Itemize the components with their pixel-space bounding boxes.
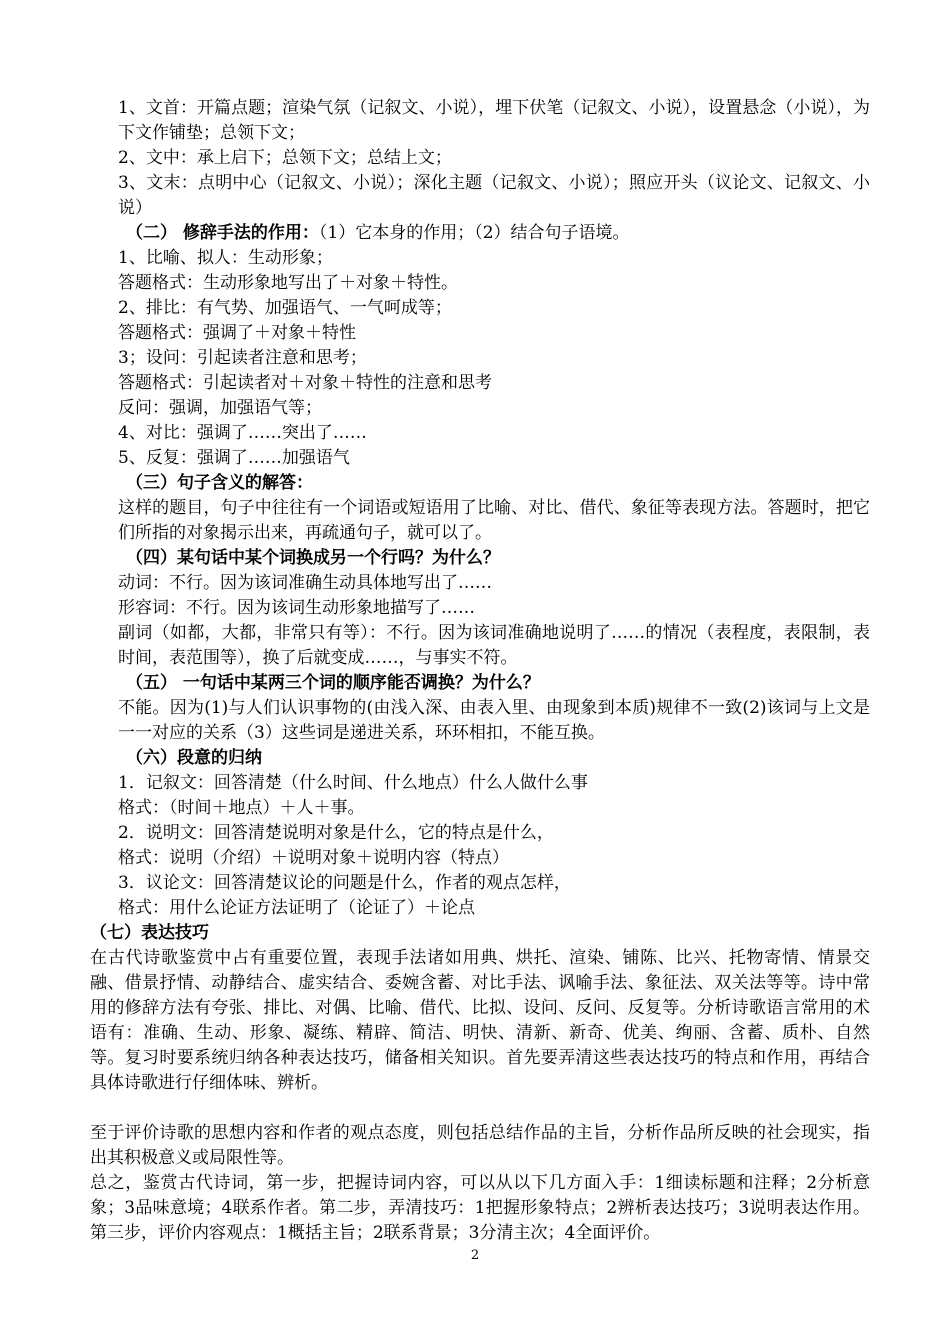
section-heading: （七）表达技巧 bbox=[90, 923, 209, 943]
section-word-replacement bbox=[90, 546, 870, 571]
paragraph: 副词（如都，大都，非常只有等）：不行。因为该词准确地说明了……的情况（表程度，表限制，表时间，表范围等），换了后就变成……，与事实不符。 bbox=[118, 623, 870, 668]
paragraph: 这样的题目，句子中往往有一个词语或短语用了比喻、对比、借代、象征等表现方法。答题时，把它们所指的对象揭示出来，再疏通句子，就可以了。 bbox=[118, 498, 870, 543]
list-item: 5、反复：强调了……加强语气 bbox=[118, 448, 350, 468]
list-item: 1．记叙文：回答清楚（什么时间、什么地点）什么人做什么事 bbox=[118, 773, 588, 793]
list-item: 1、比喻、拟人：生动形象； bbox=[118, 248, 333, 268]
blank-line bbox=[90, 1096, 870, 1121]
paragraph: 不能。因为(1)与人们认识事物的(由浅入深、由表入里、由现象到本质)规律不一致(2)该词与上文是一一对应的关系（3）这些词是递进关系，环环相扣，不能互换。 bbox=[118, 698, 870, 743]
list-item: 4、对比：强调了……突出了…… bbox=[118, 423, 367, 443]
paragraph: 至于评价诗歌的思想内容和作者的观点态度，则包括总结作品的主旨，分析作品所反映的社会现实，指出其积极意义或局限性等。 bbox=[90, 1123, 870, 1168]
page-number: 2 bbox=[470, 1248, 480, 1263]
list-item: 2、排比：有气势、加强语气、一气呵成等； bbox=[118, 298, 452, 318]
list-item: 2．说明文：回答清楚说明对象是什么，它的特点是什么， bbox=[118, 823, 554, 843]
paragraph-ending: 3、文末：点明中心（记叙文、小说）；深化主题（记叙文、小说）；照应开头（议论文、记叙文、小说） bbox=[118, 173, 870, 218]
paragraph: 在古代诗歌鉴赏中占有重要位置，表现手法诸如用典、烘托、渲染、铺陈、比兴、托物寄情、情景交融、借景抒情、动静结合、虚实结合、委婉含蓄、对比手法、讽喻手法、象征法、双关法等等。诗中常用的修辞方法有夸张、排比、对偶、比喻、借代、比拟、设问、反问、反复等。分析诗歌语言常用的术语有：准确、生动、形象、凝练、精辟、简洁、明快、清新、新奇、优美、绚丽、含蓄、质朴、自然等。复习时要系统归纳各种表达技巧，储备相关知识。首先要弄清这些表达技巧的特点和作用，再结合具体诗歌进行仔细体味、辨析。 bbox=[90, 948, 870, 1093]
section-sentence-meaning bbox=[90, 471, 870, 496]
list-item: 反问：强调，加强语气等； bbox=[118, 398, 322, 418]
document-body bbox=[90, 96, 870, 1246]
section-heading-tail: （1）它本身的作用；（2）结合句子语境。 bbox=[318, 223, 630, 243]
list-item: 形容词：不行。因为该词生动形象地描写了…… bbox=[118, 598, 475, 618]
list-item: 答题格式：强调了＋对象＋特性 bbox=[118, 323, 356, 343]
paragraph-middle: 2、文中：承上启下；总领下文；总结上文； bbox=[118, 148, 452, 168]
list-item: 答题格式：生动形象地写出了＋对象＋特性。 bbox=[118, 273, 458, 293]
list-item: 答题格式：引起读者对＋对象＋特性的注意和思考 bbox=[118, 373, 492, 393]
section-heading: （三）句子含义的解答： bbox=[126, 473, 313, 493]
paragraph-summary: 总之，鉴赏古代诗词，第一步，把握诗词内容，可以从以下几方面入手：1细读标题和注释；2分析意象；3品味意境；4联系作者。第二步，弄清技巧：1把握形象特点；2辨析表达技巧；3说明表达作用。第三步，评价内容观点：1概括主旨；2联系背景；3分清主次；4全面评价。 bbox=[90, 1173, 870, 1243]
section-heading: （六）段意的归纳 bbox=[126, 748, 262, 768]
section-heading: （二） 修辞手法的作用： bbox=[126, 223, 319, 243]
section-expression-skills bbox=[90, 921, 870, 946]
list-item: 3；设问：引起读者注意和思考； bbox=[118, 348, 367, 368]
list-item: 格式：说明（介绍）＋说明对象＋说明内容（特点） bbox=[118, 848, 509, 868]
section-word-order bbox=[90, 671, 870, 696]
section-heading: （五） 一句话中某两三个词的顺序能否调换？为什么？ bbox=[126, 673, 540, 693]
list-item: 格式：（时间＋地点）＋人＋事。 bbox=[118, 798, 365, 818]
list-item: 格式：用什么论证方法证明了（论证了）＋论点 bbox=[118, 898, 475, 918]
paragraph-opening: 1、文首：开篇点题；渲染气氛（记叙文、小说），埋下伏笔（记叙文、小说），设置悬念（小说），为下文作铺垫；总领下文； bbox=[118, 98, 870, 143]
section-paragraph-summary bbox=[90, 746, 870, 771]
list-item: 动词：不行。因为该词准确生动具体地写出了…… bbox=[118, 573, 492, 593]
section-heading: （四）某句话中某个词换成另一个行吗？为什么？ bbox=[126, 548, 500, 568]
list-item: 3．议论文：回答清楚议论的问题是什么，作者的观点怎样， bbox=[118, 873, 571, 893]
section-rhetoric bbox=[90, 221, 870, 246]
